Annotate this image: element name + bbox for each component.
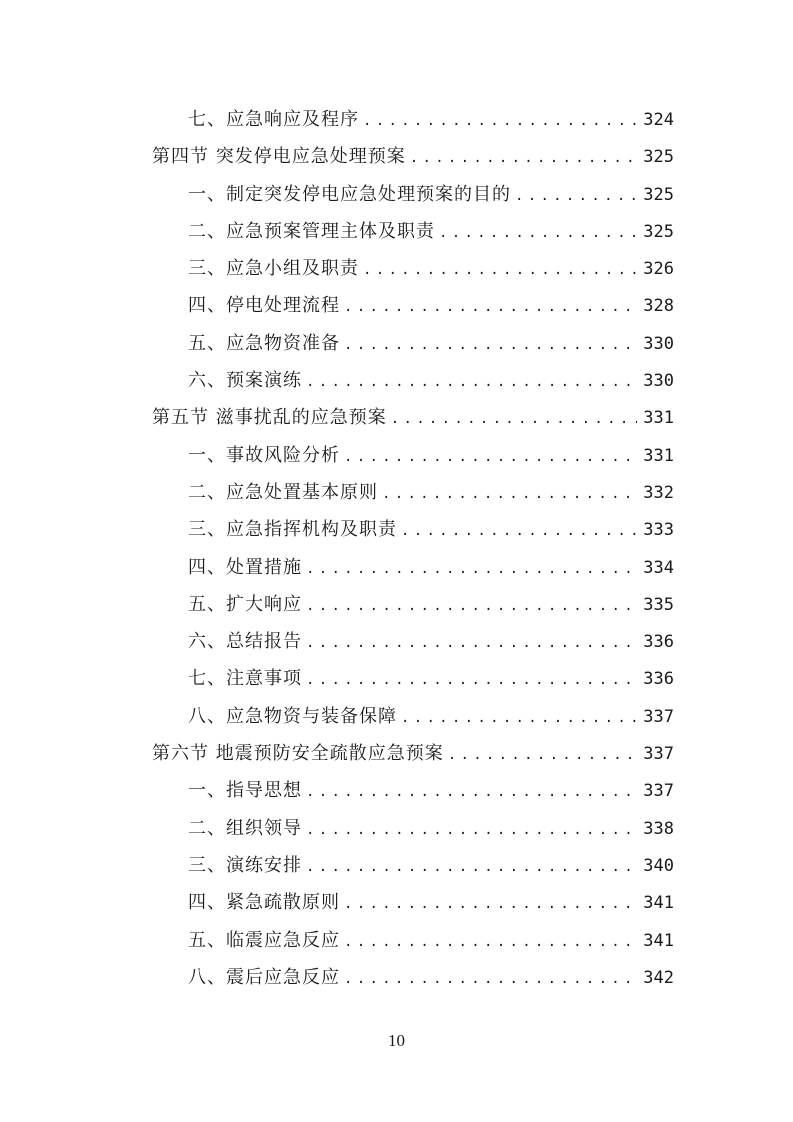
toc-entry-page: 337	[643, 706, 674, 727]
toc-entry-page: 336	[643, 669, 674, 690]
toc-entry-title: 第四节 突发停电应急处理预案	[152, 146, 406, 168]
toc-entry-title: 八、震后应急反应	[188, 966, 340, 988]
toc-subsection-entry[interactable]	[152, 511, 674, 548]
toc-dot-leader	[306, 774, 637, 811]
toc-entry-title: 三、应急指挥机构及职责	[188, 519, 397, 541]
toc-dot-leader	[382, 476, 637, 513]
toc-entry-page: 337	[643, 781, 674, 802]
toc-subsection-entry[interactable]	[152, 325, 674, 362]
toc-dot-leader	[306, 364, 637, 401]
toc-entry-title: 五、应急物资准备	[188, 332, 340, 354]
toc-dot-leader	[344, 439, 637, 476]
toc-subsection-entry[interactable]	[152, 772, 674, 809]
toc-dot-leader	[306, 662, 637, 699]
toc-entry-page: 325	[643, 221, 674, 242]
toc-subsection-entry[interactable]	[152, 623, 674, 660]
toc-entry-page: 325	[643, 184, 674, 205]
page-number: 10	[388, 1031, 405, 1050]
toc-dot-leader	[306, 588, 637, 625]
toc-dot-leader	[515, 178, 637, 215]
toc-entry-page: 334	[643, 557, 674, 578]
toc-subsection-entry[interactable]	[152, 474, 674, 511]
toc-entry-title: 五、扩大响应	[188, 593, 302, 615]
toc-section-entry[interactable]	[152, 735, 674, 772]
toc-dot-leader	[401, 513, 637, 550]
toc-entry-title: 五、临震应急反应	[188, 929, 340, 951]
toc-entry-page: 330	[643, 371, 674, 392]
toc-dot-leader	[306, 812, 637, 849]
toc-entry-title: 二、组织领导	[188, 817, 302, 839]
toc-dot-leader	[439, 215, 637, 252]
toc-subsection-entry[interactable]	[152, 847, 674, 884]
toc-entry-title: 二、应急预案管理主体及职责	[188, 220, 435, 242]
toc-subsection-entry[interactable]	[152, 287, 674, 324]
toc-entry-title: 四、紧急疏散原则	[188, 892, 340, 914]
toc-entry-page: 328	[643, 296, 674, 317]
toc-subsection-entry[interactable]	[152, 660, 674, 697]
toc-entry-page: 330	[643, 333, 674, 354]
toc-entry-page: 341	[643, 930, 674, 951]
toc-entry-title: 四、处置措施	[188, 556, 302, 578]
toc-subsection-entry[interactable]	[152, 437, 674, 474]
toc-entry-page: 337	[643, 744, 674, 765]
toc-subsection-entry[interactable]	[152, 586, 674, 623]
toc-dot-leader	[306, 849, 637, 886]
toc-entry-title: 三、演练安排	[188, 854, 302, 876]
toc-entry-title: 七、应急响应及程序	[188, 109, 359, 130]
toc-section-entry[interactable]	[152, 399, 674, 436]
toc-entry-title: 六、总结报告	[188, 631, 302, 653]
toc-entry-page: 332	[643, 482, 674, 503]
toc-dot-leader	[363, 252, 637, 289]
toc-entry-page: 331	[643, 445, 674, 466]
toc-subsection-entry[interactable]	[152, 884, 674, 921]
toc-dot-leader	[344, 924, 637, 961]
toc-entry-page: 326	[643, 259, 674, 280]
toc-entry-page: 338	[643, 818, 674, 839]
toc-entry-page: 342	[643, 967, 674, 988]
toc-dot-leader	[306, 625, 637, 662]
toc-entry-page: 325	[643, 147, 674, 168]
toc-entry-title: 一、指导思想	[188, 780, 302, 802]
toc-subsection-entry[interactable]	[152, 698, 674, 735]
toc-subsection-entry[interactable]	[152, 250, 674, 287]
toc-entry-page: 341	[643, 893, 674, 914]
toc-entry-title: 七、注意事项	[188, 668, 302, 690]
toc-entry-page: 336	[643, 632, 674, 653]
toc-subsection-entry[interactable]	[152, 176, 674, 213]
toc-subsection-entry[interactable]	[152, 959, 674, 996]
toc-dot-leader	[410, 140, 638, 177]
toc-entry-page: 324	[643, 110, 674, 130]
toc-entry-title: 二、应急处置基本原则	[188, 481, 378, 503]
toc-subsection-entry[interactable]	[152, 362, 674, 399]
toc-entry-title: 四、停电处理流程	[188, 295, 340, 317]
toc-entry-title: 第六节 地震预防安全疏散应急预案	[152, 743, 444, 765]
toc-subsection-entry[interactable]	[152, 810, 674, 847]
toc-dot-leader	[344, 961, 637, 998]
toc-dot-leader	[401, 700, 637, 737]
toc-dot-leader	[448, 737, 638, 774]
toc-subsection-entry[interactable]	[152, 213, 674, 250]
toc-entry-title: 一、事故风险分析	[188, 444, 340, 466]
toc-dot-leader	[344, 289, 637, 326]
toc-subsection-entry[interactable]	[152, 922, 674, 959]
toc-entry-title: 六、预案演练	[188, 370, 302, 392]
toc-entry-page: 335	[643, 594, 674, 615]
table-of-contents	[152, 101, 674, 996]
toc-subsection-entry[interactable]	[152, 101, 674, 138]
toc-dot-leader	[391, 401, 638, 438]
toc-entry-title: 三、应急小组及职责	[188, 258, 359, 280]
toc-entry-page: 331	[643, 408, 674, 429]
toc-entry-title: 一、制定突发停电应急处理预案的目的	[188, 183, 511, 205]
toc-entry-page: 340	[643, 855, 674, 876]
toc-entry-title: 第五节 滋事扰乱的应急预案	[152, 407, 387, 429]
toc-section-entry[interactable]	[152, 138, 674, 175]
toc-dot-leader	[344, 886, 637, 923]
toc-dot-leader	[344, 327, 637, 364]
toc-dot-leader	[306, 551, 637, 588]
toc-entry-title: 八、应急物资与装备保障	[188, 705, 397, 727]
toc-subsection-entry[interactable]	[152, 549, 674, 586]
toc-dot-leader	[363, 103, 637, 140]
toc-entry-page: 333	[643, 520, 674, 541]
